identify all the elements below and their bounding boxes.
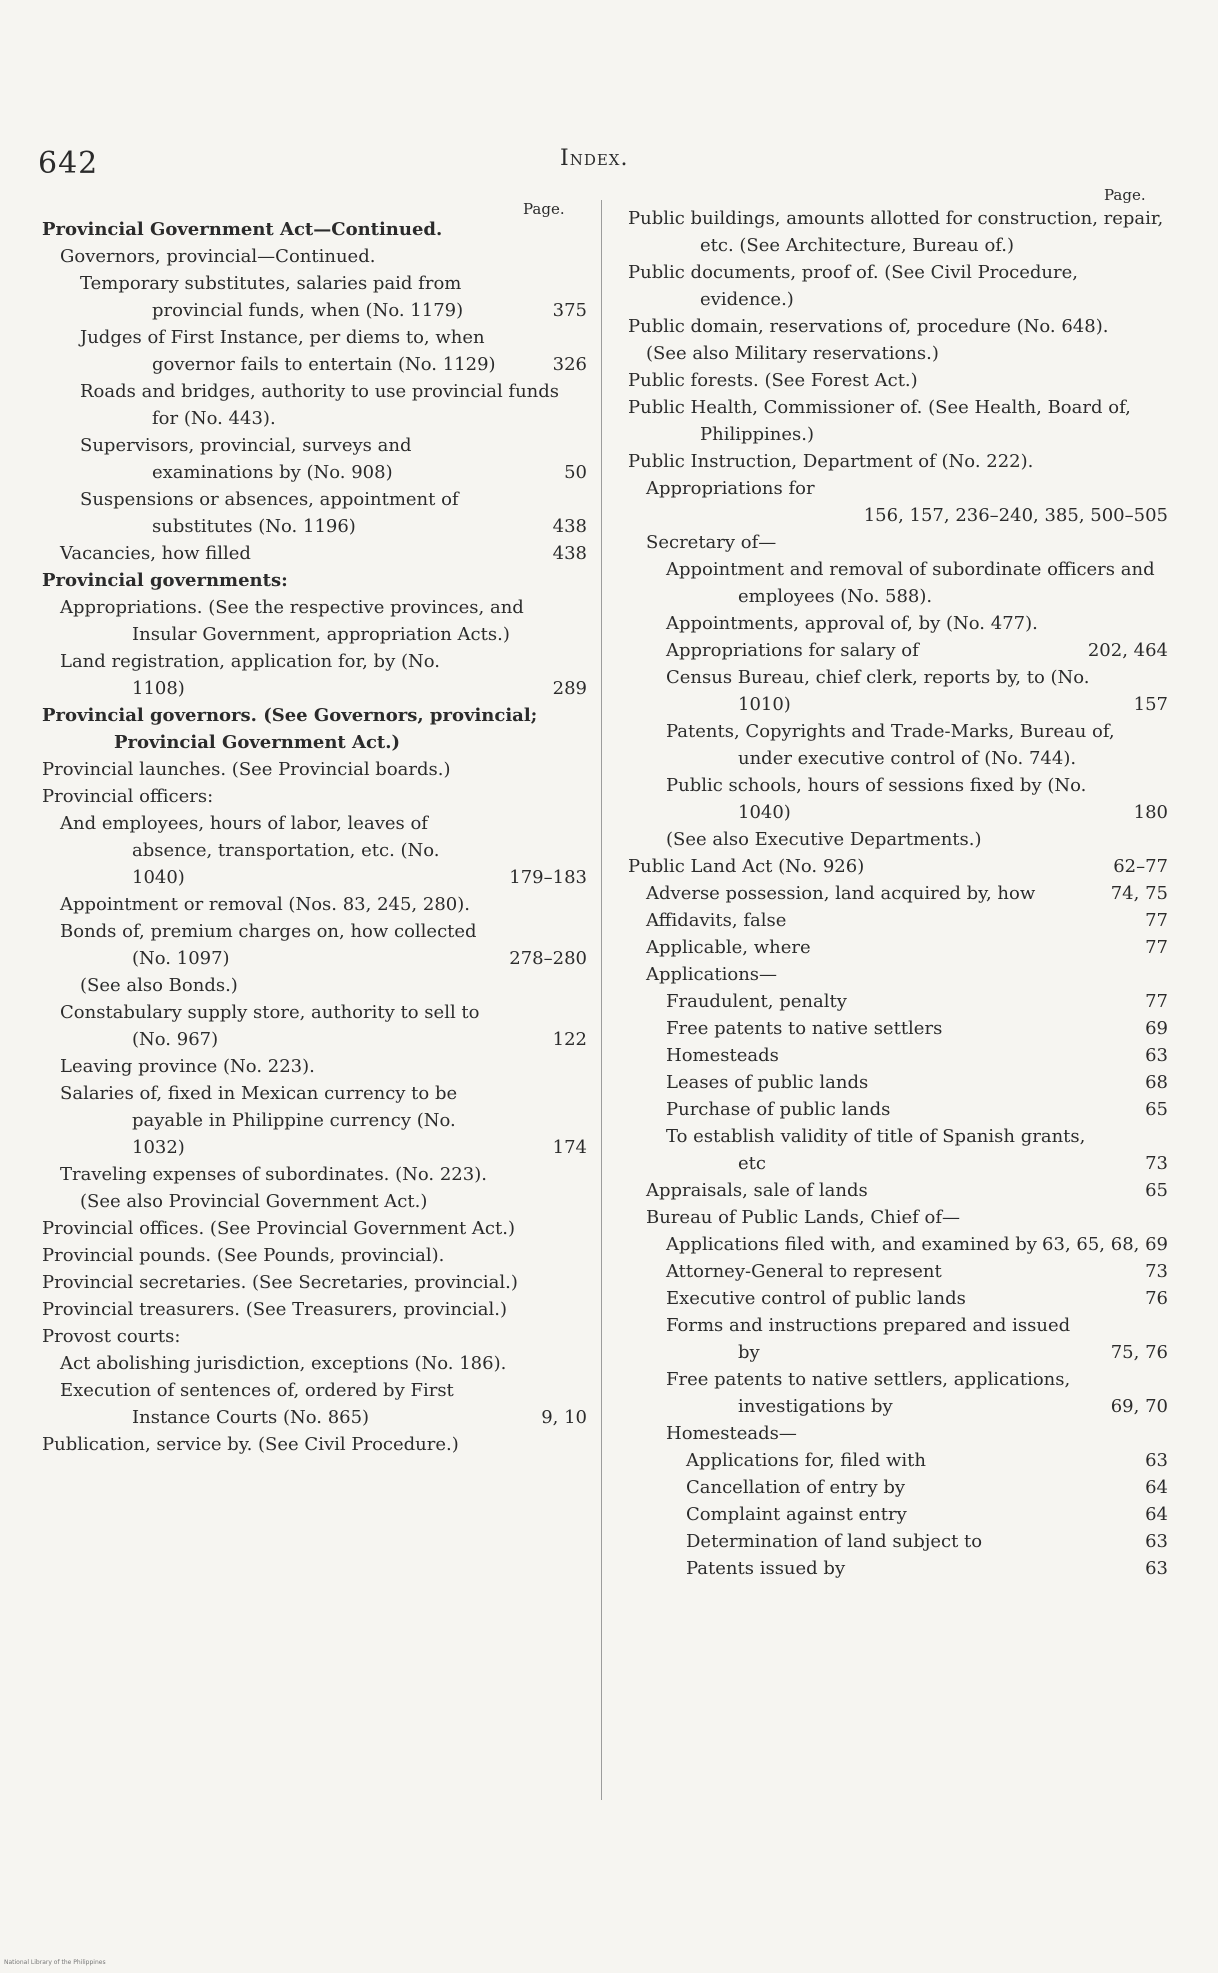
index-entry (42, 891, 587, 918)
entry-text: Supervisors, provincial, surveys and examinations by (No. 908) (80, 435, 412, 483)
entry-page-ref: 63 (1145, 1531, 1168, 1552)
index-entry (42, 216, 587, 243)
index-entry (628, 394, 1168, 448)
index-entry (628, 340, 1168, 367)
index-entry (628, 1096, 1168, 1123)
entry-page-ref: 65 (1145, 1180, 1168, 1201)
entry-text: Public Health, Commissioner of. (See Health, Board of, Philippines.) (628, 397, 1131, 445)
entry-page-ref: 68 (1145, 1072, 1168, 1093)
index-column-right (628, 205, 1168, 1582)
index-entry (628, 1042, 1168, 1069)
entry-text: Public forests. (See Forest Act.) (628, 370, 918, 391)
index-entry (42, 324, 587, 378)
entry-page-ref: 156, 157, 236–240, 385, 500–505 (863, 505, 1168, 526)
entry-text: Census Bureau, chief clerk, reports by, to (No. 1010) (666, 667, 1090, 715)
entry-text: Applications for, filed with (686, 1450, 926, 1471)
index-entry (628, 475, 1168, 529)
entry-text: Complaint against entry (686, 1504, 907, 1525)
entry-text: Public Instruction, Department of (No. 222). (628, 451, 1034, 472)
entry-page-ref: 157 (1133, 694, 1168, 715)
entry-text: Act abolishing jurisdiction, exceptions (No. 186). (60, 1353, 507, 1374)
entry-text: Attorney-General to represent (666, 1261, 942, 1282)
index-entry (628, 1258, 1168, 1285)
entry-page-ref: 63 (1145, 1045, 1168, 1066)
entry-text: Appropriations for (646, 478, 815, 499)
entry-page-ref: 74, 75 (1110, 883, 1168, 904)
index-entry (628, 313, 1168, 340)
entry-text: (See also Military reservations.) (646, 343, 939, 364)
index-entry (42, 810, 587, 891)
index-entry (628, 907, 1168, 934)
entry-text: Execution of sentences of, ordered by First Instance Courts (No. 865) (60, 1380, 454, 1428)
index-entry (42, 243, 587, 270)
entry-text: Public schools, hours of sessions fixed by (No. 1040) (666, 775, 1087, 823)
index-entry (42, 1296, 587, 1323)
index-entry (628, 1420, 1168, 1447)
entry-text: Provost courts: (42, 1326, 181, 1347)
index-entry (628, 1285, 1168, 1312)
entry-text: Bureau of Public Lands, Chief of— (646, 1207, 961, 1228)
entry-page-ref: 63, 65, 68, 69 (1042, 1234, 1168, 1255)
index-entry (628, 853, 1168, 880)
index-entry (628, 988, 1168, 1015)
running-head: Index. (560, 146, 629, 171)
index-entry (628, 259, 1168, 313)
column-divider (601, 200, 602, 1800)
page-column-label-right: Page. (1104, 186, 1146, 204)
entry-text: Appropriations for salary of (666, 640, 919, 661)
index-entry (42, 1323, 587, 1350)
index-entry (42, 432, 587, 486)
entry-text: Provincial officers: (42, 786, 214, 807)
entry-text: (See also Bonds.) (80, 975, 238, 996)
entry-text: Provincial pounds. (See Pounds, provincial). (42, 1245, 445, 1266)
entry-text: Homesteads— (666, 1423, 797, 1444)
index-entry (628, 448, 1168, 475)
entry-page-ref: 63 (1145, 1450, 1168, 1471)
entry-page-ref: 326 (552, 354, 587, 375)
index-entry (628, 1231, 1168, 1258)
page-number: 642 (38, 146, 99, 181)
entry-text: Patents, Copyrights and Trade-Marks, Bureau of, under executive control of (No. 744). (666, 721, 1115, 769)
entry-text: (See also Executive Departments.) (666, 829, 982, 850)
entry-page-ref: 438 (552, 543, 587, 564)
entry-text: Provincial offices. (See Provincial Government Act.) (42, 1218, 515, 1239)
entry-text: To establish validity of title of Spanish grants, etc (666, 1126, 1086, 1174)
entry-page-ref: 77 (1145, 910, 1168, 931)
index-entry (42, 1215, 587, 1242)
entry-page-ref: 69 (1145, 1018, 1168, 1039)
index-entry (628, 880, 1168, 907)
page-column-label-left: Page. (523, 200, 565, 218)
entry-text: Provincial governors. (See Governors, provincial; Provincial Government Act.) (42, 705, 538, 753)
entry-page-ref: 73 (1145, 1153, 1168, 1174)
entry-text: Roads and bridges, authority to use provincial funds for (No. 443). (80, 381, 560, 429)
index-entry (628, 961, 1168, 988)
index-entry (42, 1080, 587, 1161)
index-column-left (42, 216, 587, 1458)
entry-page-ref: 77 (1145, 991, 1168, 1012)
footer-credit: National Library of the Philippines (4, 1959, 106, 1966)
index-entry (42, 1377, 587, 1431)
entry-text: Suspensions or absences, appointment of substitutes (No. 1196) (80, 489, 459, 537)
entry-text: Appointments, approval of, by (No. 477). (666, 613, 1038, 634)
index-entry (42, 1053, 587, 1080)
index-entry (628, 529, 1168, 556)
entry-page-ref: 77 (1145, 937, 1168, 958)
index-entry (42, 972, 587, 999)
entry-text: Leaving province (No. 223). (60, 1056, 315, 1077)
index-entry (628, 1177, 1168, 1204)
index-entry (42, 1161, 587, 1188)
entry-text: Public domain, reservations of, procedure (No. 648). (628, 316, 1109, 337)
index-entry (628, 1366, 1168, 1420)
index-entry (42, 999, 587, 1053)
entry-page-ref: 64 (1145, 1477, 1168, 1498)
entry-text: Land registration, application for, by (No. 1108) (60, 651, 440, 699)
entry-text: Leases of public lands (666, 1072, 869, 1093)
index-entry (42, 486, 587, 540)
index-entry (628, 718, 1168, 772)
entry-text: Public buildings, amounts allotted for construction, repair, etc. (See Architecture, Bureau of.) (628, 208, 1164, 256)
entry-text: Provincial governments: (42, 570, 288, 591)
entry-page-ref: 375 (552, 300, 587, 321)
entry-text: Applications— (646, 964, 778, 985)
entry-text: Cancellation of entry by (686, 1477, 906, 1498)
entry-page-ref: 63 (1145, 1558, 1168, 1579)
entry-text: Publication, service by. (See Civil Procedure.) (42, 1434, 459, 1455)
entry-text: Public documents, proof of. (See Civil Procedure, evidence.) (628, 262, 1078, 310)
entry-text: Provincial secretaries. (See Secretaries, provincial.) (42, 1272, 518, 1293)
entry-text: Applications filed with, and examined by (666, 1234, 1037, 1255)
entry-text: Provincial launches. (See Provincial boards.) (42, 759, 451, 780)
index-entry (628, 1501, 1168, 1528)
entry-text: Affidavits, false (646, 910, 787, 931)
index-entry (628, 556, 1168, 610)
index-entry (628, 772, 1168, 826)
entry-page-ref: 122 (552, 1029, 587, 1050)
entry-text: Adverse possession, land acquired by, how (646, 883, 1036, 904)
index-entry (42, 594, 587, 648)
index-entry (628, 1069, 1168, 1096)
index-entry (628, 1204, 1168, 1231)
entry-page-ref: 64 (1145, 1504, 1168, 1525)
index-entry (628, 826, 1168, 853)
index-entry (628, 1123, 1168, 1177)
entry-page-ref: 278–280 (509, 948, 587, 969)
entry-text: Vacancies, how filled (60, 543, 251, 564)
entry-text: Public Land Act (No. 926) (628, 856, 865, 877)
entry-text: Appraisals, sale of lands (646, 1180, 868, 1201)
entry-text: Purchase of public lands (666, 1099, 891, 1120)
entry-page-ref: 9, 10 (541, 1407, 587, 1428)
index-entry (628, 1015, 1168, 1042)
entry-page-ref: 50 (564, 462, 587, 483)
entry-text: Traveling expenses of subordinates. (No. 223). (60, 1164, 487, 1185)
index-entry (42, 918, 587, 972)
index-entry (628, 1528, 1168, 1555)
index-entry (42, 1269, 587, 1296)
index-entry (628, 1555, 1168, 1582)
entry-text: Bonds of, premium charges on, how collected (No. 1097) (60, 921, 477, 969)
entry-page-ref: 69, 70 (1110, 1396, 1168, 1417)
entry-text: Salaries of, fixed in Mexican currency to be payable in Philippine currency (No. 1032) (60, 1083, 458, 1158)
index-entry (42, 270, 587, 324)
entry-text: Appropriations. (See the respective provinces, and Insular Government, appropriation Acts.) (60, 597, 524, 645)
index-entry (628, 664, 1168, 718)
entry-page-ref: 180 (1133, 802, 1168, 823)
entry-text: Homesteads (666, 1045, 779, 1066)
entry-page-ref: 73 (1145, 1261, 1168, 1282)
entry-text: Forms and instructions prepared and issued by (666, 1315, 1071, 1363)
entry-text: Applicable, where (646, 937, 811, 958)
entry-page-ref: 62–77 (1113, 856, 1168, 877)
index-entry (42, 1188, 587, 1215)
entry-text: Free patents to native settlers (666, 1018, 943, 1039)
entry-page-ref: 289 (552, 678, 587, 699)
entry-page-ref: 179–183 (509, 867, 587, 888)
entry-text: Determination of land subject to (686, 1531, 983, 1552)
entry-page-ref: 65 (1145, 1099, 1168, 1120)
entry-text: Provincial Government Act—Continued. (42, 219, 443, 240)
entry-page-ref: 75, 76 (1110, 1342, 1168, 1363)
index-entry (628, 1474, 1168, 1501)
entry-text: (See also Provincial Government Act.) (80, 1191, 428, 1212)
index-entry (628, 1447, 1168, 1474)
index-entry (42, 378, 587, 432)
index-entry (42, 540, 587, 567)
entry-text: Executive control of public lands (666, 1288, 966, 1309)
index-entry (628, 610, 1168, 637)
index-entry (42, 756, 587, 783)
entry-text: Secretary of— (646, 532, 777, 553)
entry-text: And employees, hours of labor, leaves of absence, transportation, etc. (No. 1040) (60, 813, 440, 888)
index-entry (628, 367, 1168, 394)
index-entry (42, 648, 587, 702)
entry-text: Patents issued by (686, 1558, 846, 1579)
index-entry (42, 1242, 587, 1269)
entry-text: Appointment or removal (Nos. 83, 245, 280). (60, 894, 470, 915)
entry-page-ref: 438 (552, 516, 587, 537)
entry-text: Provincial treasurers. (See Treasurers, provincial.) (42, 1299, 508, 1320)
entry-text: Fraudulent, penalty (666, 991, 847, 1012)
entry-text: Judges of First Instance, per diems to, when governor fails to entertain (No. 1129) (80, 327, 496, 375)
index-entry (42, 702, 587, 756)
index-entry (628, 934, 1168, 961)
entry-text: Temporary substitutes, salaries paid from provincial funds, when (No. 1179) (80, 273, 464, 321)
index-entry (42, 783, 587, 810)
entry-page-ref: 174 (552, 1137, 587, 1158)
entry-text: Constabulary supply store, authority to sell to (No. 967) (60, 1002, 480, 1050)
index-entry (42, 567, 587, 594)
index-entry (628, 205, 1168, 259)
index-entry (42, 1350, 587, 1377)
index-entry (628, 1312, 1168, 1366)
entry-text: Free patents to native settlers, applications, investigations by (666, 1369, 1071, 1417)
entry-text: Governors, provincial—Continued. (60, 246, 376, 267)
index-entry (628, 637, 1168, 664)
entry-text: Appointment and removal of subordinate officers and employees (No. 588). (666, 559, 1155, 607)
index-entry (42, 1431, 587, 1458)
entry-page-ref: 202, 464 (1087, 640, 1168, 661)
entry-page-ref: 76 (1145, 1288, 1168, 1309)
